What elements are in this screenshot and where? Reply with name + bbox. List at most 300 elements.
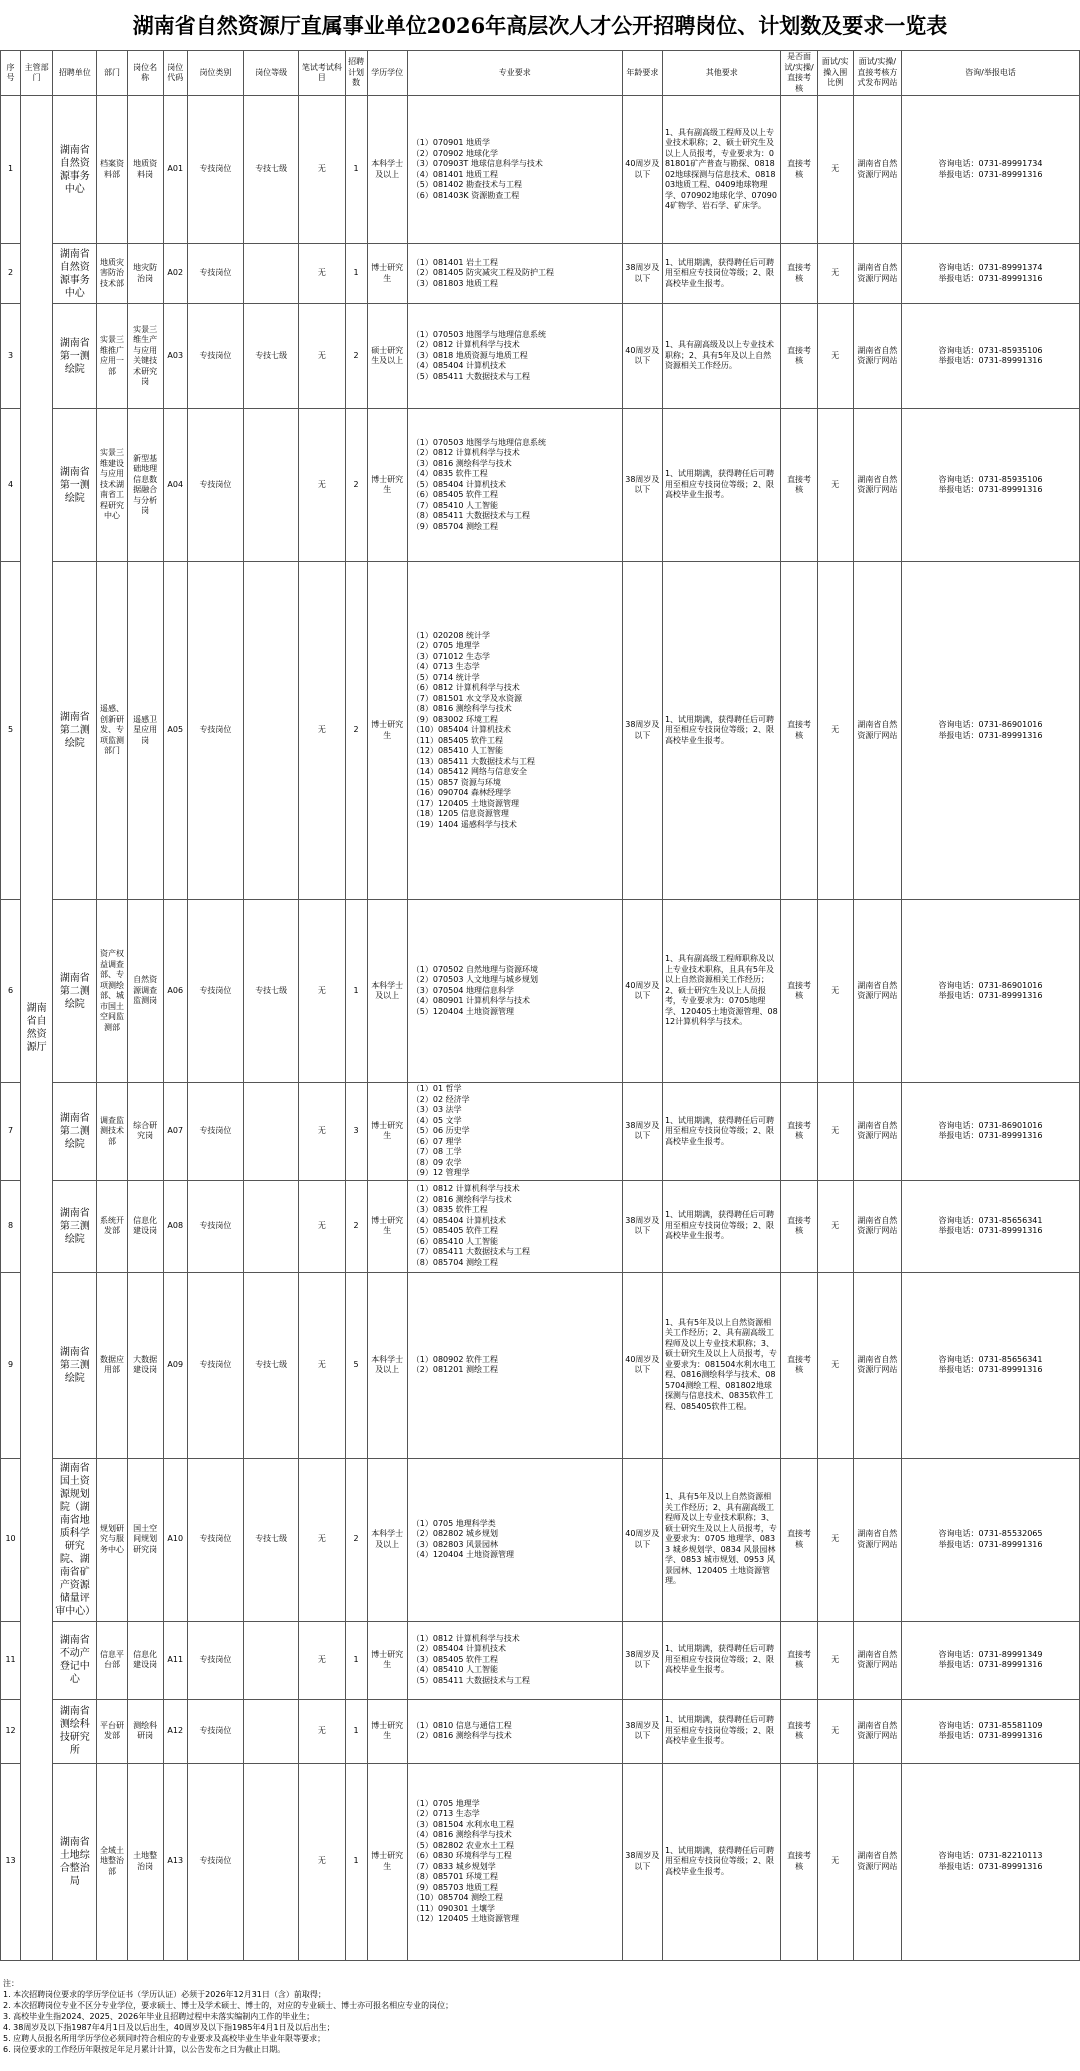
exam-cell: 无 xyxy=(299,304,345,409)
report-phone: 举报电话：0731-89991316 xyxy=(938,356,1043,365)
major-item: （4）085410 人工智能 xyxy=(411,1665,498,1675)
consult-phone: 咨询电话：0731-89991734 xyxy=(938,159,1043,168)
header-cell: 面试/实操入围比例 xyxy=(817,51,853,96)
major-item: （2）070503 人文地理与城乡规划 xyxy=(411,975,538,985)
dept-cell: 调查监测技术部 xyxy=(97,1083,127,1181)
header-cell: 主管部门 xyxy=(21,51,53,96)
header-cell: 岗位等级 xyxy=(244,51,299,96)
major-item: （3）0835 软件工程 xyxy=(411,1205,488,1214)
grade-cell xyxy=(244,244,299,304)
ratio-cell: 无 xyxy=(817,96,853,244)
method-cell: 直接考核 xyxy=(781,1083,817,1181)
category-cell: 专技岗位 xyxy=(187,96,243,244)
category-cell: 专技岗位 xyxy=(187,562,243,900)
recruitment-table xyxy=(0,50,1080,1961)
phone-cell xyxy=(902,1763,1080,1960)
header-cell: 序号 xyxy=(1,51,21,96)
major-item: （14）085412 网络与信息安全 xyxy=(411,767,528,777)
major-item: （2）081405 防灾减灾工程及防护工程 xyxy=(411,268,554,278)
majors-cell xyxy=(407,304,622,409)
major-item: （6）081403K 资源勘查工程 xyxy=(411,190,520,200)
consult-phone: 咨询电话：0731-85935106 xyxy=(938,474,1043,484)
majors-cell xyxy=(407,562,622,900)
report-phone: 举报电话：0731-89991316 xyxy=(938,1861,1043,1871)
education-cell: 本科学士及以上 xyxy=(367,96,407,244)
grade-cell: 专技七级 xyxy=(244,1458,299,1621)
ratio-cell: 无 xyxy=(817,409,853,562)
table-row xyxy=(1,244,1080,304)
education-cell: 博士研究生 xyxy=(367,1763,407,1960)
post-cell: 综合研究岗 xyxy=(127,1083,163,1181)
education-cell: 本科学士及以上 xyxy=(367,1458,407,1621)
major-item: （5）06 历史学 xyxy=(411,1126,470,1135)
major-item: （19）1404 遥感科学与技术 xyxy=(411,819,517,829)
major-item: （2）02 经济学 xyxy=(411,1094,470,1104)
majors-cell xyxy=(407,1763,622,1960)
row-number: 10 xyxy=(1,1458,21,1621)
count-cell: 1 xyxy=(345,96,367,244)
category-cell: 专技岗位 xyxy=(187,1763,243,1960)
exam-cell: 无 xyxy=(299,1180,345,1272)
site-cell: 湖南省自然资源厅网站 xyxy=(853,1621,901,1699)
grade-cell xyxy=(244,1180,299,1272)
major-item: （5）085405 软件工程 xyxy=(411,1226,498,1235)
consult-phone: 咨询电话：0731-89991349 xyxy=(938,1649,1043,1659)
post-cell: 测绘科研岗 xyxy=(127,1699,163,1763)
age-cell: 40周岁及以下 xyxy=(622,96,662,244)
unit-cell: 湖南省第三测绘院 xyxy=(53,1180,97,1272)
major-item: （6）0812 计算机科学与技术 xyxy=(411,683,520,693)
dept-cell: 实景三维建设与应用技术湖南省工程研究中心 xyxy=(97,409,127,562)
major-item: （3）082803 风景园林 xyxy=(411,1539,498,1549)
row-number: 8 xyxy=(1,1180,21,1272)
category-cell: 专技岗位 xyxy=(187,1180,243,1272)
unit-cell: 湖南省第二测绘院 xyxy=(53,1083,97,1181)
exam-cell: 无 xyxy=(299,1763,345,1960)
row-number: 4 xyxy=(1,409,21,562)
major-item: （1）080902 软件工程 xyxy=(411,1354,498,1364)
education-cell: 本科学士及以上 xyxy=(367,900,407,1083)
ratio-cell: 无 xyxy=(817,900,853,1083)
phone-cell xyxy=(902,409,1080,562)
dept-cell: 档案资料部 xyxy=(97,96,127,244)
major-item: （18）1205 信息资源管理 xyxy=(411,809,509,819)
code-cell: A01 xyxy=(163,96,187,244)
majors-cell xyxy=(407,1272,622,1458)
dept-cell: 地质灾害防治技术部 xyxy=(97,244,127,304)
method-cell: 直接考核 xyxy=(781,1272,817,1458)
header-cell: 年龄要求 xyxy=(622,51,662,96)
major-item: （4）05 文学 xyxy=(411,1115,462,1125)
header-cell: 岗位名称 xyxy=(127,51,163,96)
major-item: （11）085405 软件工程 xyxy=(411,735,504,745)
row-number: 12 xyxy=(1,1699,21,1763)
site-cell: 湖南省自然资源厅网站 xyxy=(853,1083,901,1181)
row-number: 1 xyxy=(1,96,21,244)
major-item: （5）081402 勘查技术与工程 xyxy=(411,180,522,189)
category-cell: 专技岗位 xyxy=(187,1458,243,1621)
post-cell: 土地整治岗 xyxy=(127,1763,163,1960)
exam-cell: 无 xyxy=(299,1458,345,1621)
method-cell: 直接考核 xyxy=(781,96,817,244)
exam-cell: 无 xyxy=(299,244,345,304)
other-requirements-cell: 1、试用期满，获得聘任后可聘用至相应专技岗位等级；2、限高校毕业生报考。 xyxy=(662,244,781,304)
header-cell: 学历学位 xyxy=(367,51,407,96)
majors-cell xyxy=(407,1083,622,1181)
table-row xyxy=(1,1272,1080,1458)
major-item: （9）085704 测绘工程 xyxy=(411,521,498,531)
count-cell: 2 xyxy=(345,1458,367,1621)
post-cell: 实景三维生产与应用关键技术研究岗 xyxy=(127,304,163,409)
count-cell: 2 xyxy=(345,304,367,409)
major-item: （1）0705 地理学 xyxy=(411,1798,480,1808)
phone-cell xyxy=(902,900,1080,1083)
report-phone: 举报电话：0731-89991316 xyxy=(938,1365,1043,1374)
site-cell: 湖南省自然资源厅网站 xyxy=(853,900,901,1083)
major-item: （3）03 法学 xyxy=(411,1105,462,1114)
age-cell: 40周岁及以下 xyxy=(622,304,662,409)
major-item: （4）081401 地质工程 xyxy=(411,169,498,179)
post-cell: 遥感卫星应用岗 xyxy=(127,562,163,900)
method-cell: 直接考核 xyxy=(781,304,817,409)
header-cell: 岗位代码 xyxy=(163,51,187,96)
site-cell: 湖南省自然资源厅网站 xyxy=(853,409,901,562)
phone-cell xyxy=(902,1699,1080,1763)
grade-cell xyxy=(244,1763,299,1960)
major-item: （1）020208 统计学 xyxy=(411,630,490,640)
code-cell: A03 xyxy=(163,304,187,409)
other-requirements-cell: 1、试用期满，获得聘任后可聘用至相应专技岗位等级；2、限高校毕业生报考。 xyxy=(662,1763,781,1960)
unit-cell: 湖南省第三测绘院 xyxy=(53,1272,97,1458)
major-item: （1）01 哲学 xyxy=(411,1084,462,1093)
major-item: （12）120405 土地资源管理 xyxy=(411,1914,520,1923)
supervisor-cell: 湖南省自然资源厅 xyxy=(21,96,53,1961)
site-cell: 湖南省自然资源厅网站 xyxy=(853,1272,901,1458)
header-cell: 部门 xyxy=(97,51,127,96)
code-cell: A12 xyxy=(163,1699,187,1763)
unit-cell: 湖南省测绘科技研究所 xyxy=(53,1699,97,1763)
report-phone: 举报电话：0731-89991316 xyxy=(938,485,1043,494)
post-cell: 信息化建设岗 xyxy=(127,1180,163,1272)
major-item: （5）085411 大数据技术与工程 xyxy=(411,371,530,381)
other-requirements-cell: 1、具有副高级工程师职称及以上专业技术职称，且具有5年及以上自然资源相关工作经历；2、硕士研究生及以上人员报考，专业要求为：0705地理学、120405土地资源管理、0812计算机科学与技术。 xyxy=(662,900,781,1083)
age-cell: 38周岁及以下 xyxy=(622,1621,662,1699)
major-item: （7）0833 城乡规划学 xyxy=(411,1861,496,1871)
notes xyxy=(3,1978,1073,2055)
post-cell: 自然资源调查监测岗 xyxy=(127,900,163,1083)
major-item: （1）0810 信息与通信工程 xyxy=(411,1720,512,1730)
category-cell: 专技岗位 xyxy=(187,244,243,304)
major-item: （4）0713 生态学 xyxy=(411,662,480,672)
dept-cell: 系统开发部 xyxy=(97,1180,127,1272)
majors-cell xyxy=(407,1180,622,1272)
unit-cell: 湖南省不动产登记中心 xyxy=(53,1621,97,1699)
category-cell: 专技岗位 xyxy=(187,409,243,562)
count-cell: 1 xyxy=(345,900,367,1083)
ratio-cell: 无 xyxy=(817,244,853,304)
table-row xyxy=(1,409,1080,562)
exam-cell: 无 xyxy=(299,1083,345,1181)
exam-cell: 无 xyxy=(299,562,345,900)
phone-cell xyxy=(902,1180,1080,1272)
count-cell: 1 xyxy=(345,1699,367,1763)
age-cell: 40周岁及以下 xyxy=(622,900,662,1083)
major-item: （15）0857 资源与环境 xyxy=(411,777,501,787)
major-item: （2）081201 测绘工程 xyxy=(411,1365,498,1374)
exam-cell: 无 xyxy=(299,1621,345,1699)
code-cell: A08 xyxy=(163,1180,187,1272)
dept-cell: 平台研发部 xyxy=(97,1699,127,1763)
phone-cell xyxy=(902,1458,1080,1621)
consult-phone: 咨询电话：0731-82210113 xyxy=(938,1851,1043,1860)
report-phone: 举报电话：0731-89991316 xyxy=(938,1226,1043,1235)
table-row xyxy=(1,562,1080,900)
note-line: 2. 本次招聘岗位专业不区分专业学位，要求硕士、博士及学术硕士、博士的，对应的专业硕士、博士亦可报名相应专业的岗位； xyxy=(3,2001,454,2010)
code-cell: A04 xyxy=(163,409,187,562)
age-cell: 40周岁及以下 xyxy=(622,1458,662,1621)
major-item: （1）0812 计算机科学与技术 xyxy=(411,1633,520,1643)
phone-cell xyxy=(902,1083,1080,1181)
majors-cell xyxy=(407,96,622,244)
phone-cell xyxy=(902,304,1080,409)
site-cell: 湖南省自然资源厅网站 xyxy=(853,304,901,409)
ratio-cell: 无 xyxy=(817,562,853,900)
major-item: （5）082802 农业水土工程 xyxy=(411,1840,514,1850)
row-number: 7 xyxy=(1,1083,21,1181)
dept-cell: 规划研究与服务中心 xyxy=(97,1458,127,1621)
majors-cell xyxy=(407,1621,622,1699)
method-cell: 直接考核 xyxy=(781,409,817,562)
post-cell: 地灾防治岗 xyxy=(127,244,163,304)
major-item: （10）085404 计算机技术 xyxy=(411,725,512,735)
header-cell: 是否面试/实操/直接考核 xyxy=(781,51,817,96)
code-cell: A10 xyxy=(163,1458,187,1621)
phone-cell xyxy=(902,562,1080,900)
education-cell: 博士研究生 xyxy=(367,1621,407,1699)
major-item: （2）0713 生态学 xyxy=(411,1809,480,1818)
table-row xyxy=(1,304,1080,409)
note-line: 6. 岗位要求的工作经历年限按足年足月累计计算，以公告发布之日为截止日期。 xyxy=(3,2045,286,2054)
note-line: 5. 应聘人员报名所用学历学位必须同时符合相应的专业要求及高校毕业生毕业年限等要求； xyxy=(3,2034,326,2043)
code-cell: A09 xyxy=(163,1272,187,1458)
unit-cell: 湖南省自然资源事务中心 xyxy=(53,96,97,244)
header-cell: 招聘单位 xyxy=(53,51,97,96)
major-item: （3）081504 水利水电工程 xyxy=(411,1819,514,1829)
major-item: （7）085411 大数据技术与工程 xyxy=(411,1247,530,1256)
table-row xyxy=(1,1763,1080,1960)
header-cell: 笔试考试科目 xyxy=(299,51,345,96)
note-line: 3. 高校毕业生指2024、2025、2026年毕业且招聘过程中未落实编制内工作的毕业生； xyxy=(3,2012,315,2021)
method-cell: 直接考核 xyxy=(781,1763,817,1960)
majors-cell xyxy=(407,409,622,562)
major-item: （4）0835 软件工程 xyxy=(411,469,488,479)
dept-cell: 资产权益调查部、专项测绘部、城市国土空间监测部 xyxy=(97,900,127,1083)
post-cell: 新型基础地理信息数据融合与分析岗 xyxy=(127,409,163,562)
major-item: （3）085405 软件工程 xyxy=(411,1654,498,1664)
major-item: （1）0705 地理科学类 xyxy=(411,1518,496,1528)
majors-cell xyxy=(407,244,622,304)
major-item: （2）0812 计算机科学与技术 xyxy=(411,340,520,350)
report-phone: 举报电话：0731-89991316 xyxy=(938,273,1043,283)
major-item: （6）0830 环境科学与工程 xyxy=(411,1851,512,1860)
table-body xyxy=(1,96,1080,1961)
grade-cell: 专技七级 xyxy=(244,96,299,244)
header-cell: 咨询/举报电话 xyxy=(902,51,1080,96)
grade-cell: 专技七级 xyxy=(244,304,299,409)
major-item: （6）085410 人工智能 xyxy=(411,1236,498,1246)
row-number: 11 xyxy=(1,1621,21,1699)
exam-cell: 无 xyxy=(299,96,345,244)
exam-cell: 无 xyxy=(299,1272,345,1458)
category-cell: 专技岗位 xyxy=(187,304,243,409)
phone-cell xyxy=(902,1621,1080,1699)
report-phone: 举报电话：0731-89991316 xyxy=(938,991,1043,1000)
other-requirements-cell: 1、试用期满，获得聘任后可聘用至相应专技岗位等级；2、限高校毕业生报考。 xyxy=(662,409,781,562)
row-number: 2 xyxy=(1,244,21,304)
major-item: （3）070903T 地球信息科学与技术 xyxy=(411,159,543,168)
grade-cell xyxy=(244,1083,299,1181)
major-item: （2）0705 地理学 xyxy=(411,641,480,651)
major-item: （8）09 农学 xyxy=(411,1157,462,1167)
table-row xyxy=(1,900,1080,1083)
majors-cell xyxy=(407,1458,622,1621)
major-item: （4）085404 计算机技术 xyxy=(411,1215,506,1225)
major-item: （1）0812 计算机科学与技术 xyxy=(411,1184,520,1193)
age-cell: 38周岁及以下 xyxy=(622,1083,662,1181)
major-item: （9）12 管理学 xyxy=(411,1168,470,1177)
exam-cell: 无 xyxy=(299,409,345,562)
major-item: （5）0714 统计学 xyxy=(411,672,480,682)
table-row xyxy=(1,1699,1080,1763)
major-item: （6）07 理学 xyxy=(411,1136,462,1146)
major-item: （4）080901 计算机科学与技术 xyxy=(411,996,530,1006)
phone-cell xyxy=(902,1272,1080,1458)
consult-phone: 咨询电话：0731-86901016 xyxy=(938,720,1043,729)
major-item: （4）0816 测绘科学与技术 xyxy=(411,1830,512,1839)
site-cell: 湖南省自然资源厅网站 xyxy=(853,244,901,304)
count-cell: 2 xyxy=(345,562,367,900)
major-item: （1）081401 岩土工程 xyxy=(411,257,498,267)
header-cell: 岗位类别 xyxy=(187,51,243,96)
majors-cell xyxy=(407,1699,622,1763)
major-item: （3）0818 地质资源与地质工程 xyxy=(411,350,528,360)
other-requirements-cell: 1、试用期满，获得聘任后可聘用至相应专技岗位等级；2、限高校毕业生报考。 xyxy=(662,1699,781,1763)
major-item: （3）070504 地理信息科学 xyxy=(411,985,514,995)
unit-cell: 湖南省第二测绘院 xyxy=(53,900,97,1083)
major-item: （5）085404 计算机技术 xyxy=(411,479,506,489)
phone-cell xyxy=(902,244,1080,304)
report-phone: 举报电话：0731-89991316 xyxy=(938,1660,1043,1669)
count-cell: 1 xyxy=(345,244,367,304)
major-item: （3）081803 地质工程 xyxy=(411,278,498,288)
major-item: （8）085701 环境工程 xyxy=(411,1872,498,1881)
major-item: （2）0812 计算机科学与技术 xyxy=(411,448,520,458)
grade-cell xyxy=(244,1621,299,1699)
age-cell: 38周岁及以下 xyxy=(622,1763,662,1960)
row-number: 6 xyxy=(1,900,21,1083)
unit-cell: 湖南省土地综合整治局 xyxy=(53,1763,97,1960)
code-cell: A06 xyxy=(163,900,187,1083)
report-phone: 举报电话：0731-89991316 xyxy=(938,1731,1043,1740)
note-line: 4. 38周岁及以下指1987年4月1日及以后出生，40周岁及以下指1985年4月1日及以后出生； xyxy=(3,2023,335,2032)
education-cell: 博士研究生 xyxy=(367,409,407,562)
count-cell: 2 xyxy=(345,409,367,562)
major-item: （7）085410 人工智能 xyxy=(411,500,498,510)
age-cell: 38周岁及以下 xyxy=(622,1180,662,1272)
education-cell: 博士研究生 xyxy=(367,562,407,900)
code-cell: A02 xyxy=(163,244,187,304)
ratio-cell: 无 xyxy=(817,1621,853,1699)
major-item: （8）0816 测绘科学与技术 xyxy=(411,704,512,714)
code-cell: A13 xyxy=(163,1763,187,1960)
major-item: （7）08 工学 xyxy=(411,1147,462,1156)
note-line: 1. 本次招聘岗位要求的学历学位证书（学历认证）必须于2026年12月31日（含）前取得； xyxy=(3,1990,326,1999)
major-item: （16）090704 森林经理学 xyxy=(411,788,512,798)
major-item: （5）120404 土地资源管理 xyxy=(411,1006,514,1016)
unit-cell: 湖南省自然资源事务中心 xyxy=(53,244,97,304)
major-item: （12）085410 人工智能 xyxy=(411,746,504,756)
row-number: 9 xyxy=(1,1272,21,1458)
grade-cell xyxy=(244,1699,299,1763)
major-item: （3）0816 测绘科学与技术 xyxy=(411,458,512,468)
method-cell: 直接考核 xyxy=(781,1458,817,1621)
dept-cell: 数据应用部 xyxy=(97,1272,127,1458)
consult-phone: 咨询电话：0731-85935106 xyxy=(938,345,1043,355)
site-cell: 湖南省自然资源厅网站 xyxy=(853,1763,901,1960)
site-cell: 湖南省自然资源厅网站 xyxy=(853,1458,901,1621)
consult-phone: 咨询电话：0731-89991374 xyxy=(938,263,1043,272)
major-item: （2）082802 城乡规划 xyxy=(411,1529,498,1538)
ratio-cell: 无 xyxy=(817,1458,853,1621)
major-item: （1）070503 地图学与地理信息系统 xyxy=(411,329,546,339)
majors-cell xyxy=(407,900,622,1083)
consult-phone: 咨询电话：0731-85656341 xyxy=(938,1354,1043,1364)
post-cell: 信息化建设岗 xyxy=(127,1621,163,1699)
education-cell: 博士研究生 xyxy=(367,244,407,304)
major-item: （2）0816 测绘科学与技术 xyxy=(411,1731,512,1740)
unit-cell: 湖南省国土资源规划院（湖南省地质科学研究院、湖南省矿产资源储量评审中心） xyxy=(53,1458,97,1621)
other-requirements-cell: 1、试用期满，获得聘任后可聘用至相应专技岗位等级；2、限高校毕业生报考。 xyxy=(662,562,781,900)
ratio-cell: 无 xyxy=(817,1083,853,1181)
exam-cell: 无 xyxy=(299,1699,345,1763)
grade-cell: 专技七级 xyxy=(244,1272,299,1458)
major-item: （1）070503 地图学与地理信息系统 xyxy=(411,437,546,447)
major-item: （2）0816 测绘科学与技术 xyxy=(411,1194,512,1204)
row-number: 13 xyxy=(1,1763,21,1960)
table-row xyxy=(1,1621,1080,1699)
major-item: （7）081501 水文学及水资源 xyxy=(411,693,522,703)
ratio-cell: 无 xyxy=(817,1699,853,1763)
table-row xyxy=(1,1180,1080,1272)
consult-phone: 咨询电话：0731-85532065 xyxy=(938,1529,1043,1538)
unit-cell: 湖南省第一测绘院 xyxy=(53,409,97,562)
unit-cell: 湖南省第二测绘院 xyxy=(53,562,97,900)
method-cell: 直接考核 xyxy=(781,1180,817,1272)
consult-phone: 咨询电话：0731-86901016 xyxy=(938,1120,1043,1130)
category-cell: 专技岗位 xyxy=(187,1621,243,1699)
education-cell: 博士研究生 xyxy=(367,1699,407,1763)
code-cell: A07 xyxy=(163,1083,187,1181)
site-cell: 湖南省自然资源厅网站 xyxy=(853,1699,901,1763)
grade-cell: 专技七级 xyxy=(244,900,299,1083)
post-cell: 地质资料岗 xyxy=(127,96,163,244)
code-cell: A05 xyxy=(163,562,187,900)
education-cell: 本科学士及以上 xyxy=(367,1272,407,1458)
table-header xyxy=(1,51,1080,96)
major-item: （9）085703 地质工程 xyxy=(411,1882,498,1892)
method-cell: 直接考核 xyxy=(781,562,817,900)
dept-cell: 全域土地整治部 xyxy=(97,1763,127,1960)
